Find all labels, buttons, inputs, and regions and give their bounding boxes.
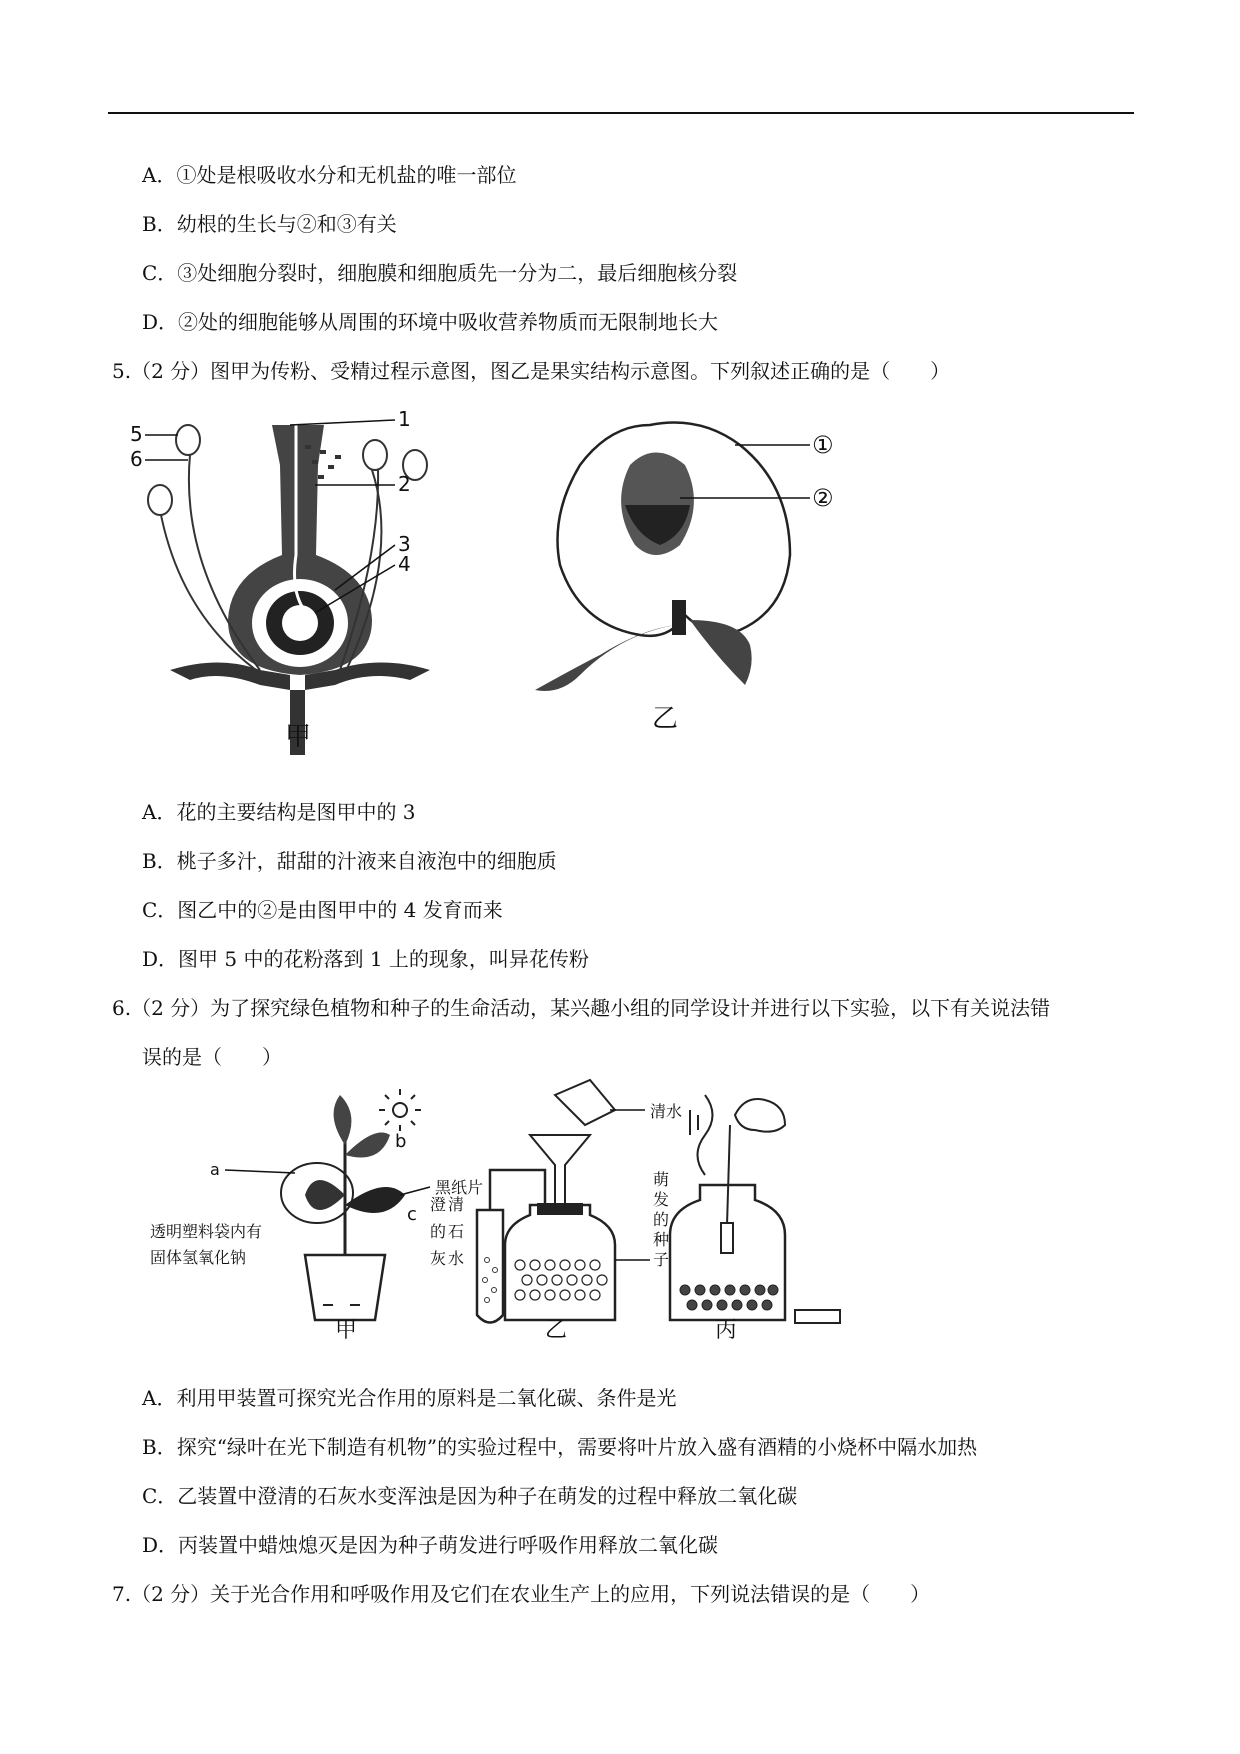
label-seed-3: 的 bbox=[653, 1210, 670, 1229]
embryo-sac-shape bbox=[282, 605, 318, 641]
pouring-beaker-shape bbox=[555, 1080, 615, 1125]
apparatus-yi bbox=[430, 1080, 682, 1343]
q5-stem: 5.（2 分）图甲为传粉、受精过程示意图，图乙是果实结构示意图。下列叙述正确的是（ ） bbox=[112, 359, 951, 383]
caption-jia: 甲 bbox=[285, 722, 312, 752]
q4-option-c[interactable]: C．③处细胞分裂时，细胞膜和细胞质先一分为二，最后细胞核分裂 bbox=[142, 261, 738, 285]
q4-option-a[interactable]: A．①处是根吸收水分和无机盐的唯一部位 bbox=[142, 163, 517, 187]
label-seed-4: 种 bbox=[653, 1230, 670, 1249]
label-a: a bbox=[210, 1160, 220, 1179]
q4-option-b[interactable]: B．幼根的生长与②和③有关 bbox=[142, 212, 397, 236]
q6-option-c[interactable]: C．乙装置中澄清的石灰水变浑浊是因为种子在萌发的过程中释放二氧化碳 bbox=[142, 1484, 798, 1508]
q6-option-d[interactable]: D．丙装置中蜡烛熄灭是因为种子萌发进行呼吸作用释放二氧化碳 bbox=[142, 1533, 719, 1557]
label-circled-2: ② bbox=[812, 484, 834, 512]
label-bag-line2: 固体氢氧化钠 bbox=[150, 1248, 247, 1267]
label-bag-line1: 透明塑料袋内有 bbox=[150, 1222, 263, 1241]
q5-option-a[interactable]: A．花的主要结构是图甲中的 3 bbox=[142, 800, 416, 824]
q6-option-a[interactable]: A．利用甲装置可探究光合作用的原料是二氧化碳、条件是光 bbox=[142, 1386, 677, 1410]
q5-option-c[interactable]: C．图乙中的②是由图甲中的 4 发育而来 bbox=[142, 898, 503, 922]
label-seed-2: 发 bbox=[653, 1190, 670, 1209]
label-3: 3 bbox=[398, 532, 411, 556]
label-limewater-6: 水 bbox=[448, 1249, 465, 1268]
header-rule bbox=[108, 112, 1134, 114]
label-circled-1: ① bbox=[812, 431, 834, 459]
leaf-a-shape bbox=[305, 1180, 345, 1210]
label-seed-5: 子 bbox=[653, 1250, 670, 1269]
label-6: 6 bbox=[130, 447, 143, 471]
q6-stem-line2: 误的是（ ） bbox=[142, 1045, 282, 1069]
label-c: c bbox=[407, 1204, 417, 1225]
label-water: 清水 bbox=[650, 1102, 683, 1121]
label-2: 2 bbox=[398, 472, 411, 496]
caption-yi: 乙 bbox=[652, 704, 679, 734]
figure-flower-pollination bbox=[130, 405, 480, 755]
caption-bing: 丙 bbox=[715, 1318, 738, 1343]
label-1: 1 bbox=[398, 407, 411, 431]
label-b: b bbox=[395, 1131, 407, 1152]
figure-experiments bbox=[145, 1075, 905, 1343]
fruit-stem-shape bbox=[672, 600, 686, 635]
label-limewater-3: 的 bbox=[430, 1222, 447, 1241]
test-tube-shape bbox=[477, 1210, 503, 1323]
figure-fruit-structure bbox=[540, 405, 860, 745]
label-limewater-1: 澄 bbox=[430, 1195, 447, 1214]
q5-option-b[interactable]: B．桃子多汁，甜甜的汁液来自液泡中的细胞质 bbox=[142, 849, 557, 873]
label-5: 5 bbox=[130, 422, 143, 446]
q6-stem-line1: 6.（2 分）为了探究绿色植物和种子的生命活动，某兴趣小组的同学设计并进行以下实验，以下有关说法错 bbox=[112, 996, 1051, 1020]
q5-option-d[interactable]: D．图甲 5 中的花粉落到 1 上的现象，叫异花传粉 bbox=[142, 947, 589, 971]
jar-lid-shape bbox=[795, 1310, 840, 1323]
label-4: 4 bbox=[398, 552, 411, 576]
smoke-shape bbox=[698, 1095, 713, 1175]
q6-option-b[interactable]: B．探究“绿叶在光下制造有机物”的实验过程中，需要将叶片放入盛有酒精的小烧杯中隔水加热 bbox=[142, 1435, 978, 1459]
label-seed-1: 萌 bbox=[653, 1170, 670, 1189]
q7-stem: 7.（2 分）关于光合作用和呼吸作用及它们在农业生产上的应用，下列说法错误的是（ ） bbox=[112, 1582, 931, 1606]
apparatus-bing bbox=[670, 1095, 840, 1343]
label-limewater-2: 清 bbox=[448, 1195, 465, 1214]
flower-pot-shape bbox=[305, 1255, 385, 1320]
caption-yi-2: 乙 bbox=[545, 1318, 568, 1343]
label-limewater-4: 石 bbox=[448, 1222, 465, 1241]
apparatus-jia bbox=[150, 1089, 483, 1343]
candle-shape bbox=[721, 1223, 733, 1253]
q4-option-d[interactable]: D．②处的细胞能够从周围的环境中吸收营养物质而无限制地长大 bbox=[142, 310, 719, 334]
leaf-top-shape bbox=[334, 1095, 352, 1145]
leaf-c-shape bbox=[345, 1187, 405, 1213]
sun-icon bbox=[379, 1089, 421, 1131]
label-limewater-5: 灰 bbox=[430, 1249, 447, 1268]
hand-shape bbox=[735, 1099, 785, 1132]
label-black-paper: 黑纸片 bbox=[435, 1178, 484, 1197]
leaf-b-shape bbox=[345, 1133, 390, 1158]
smoke-lines-shape bbox=[690, 1110, 698, 1135]
caption-jia-2: 甲 bbox=[335, 1318, 358, 1343]
